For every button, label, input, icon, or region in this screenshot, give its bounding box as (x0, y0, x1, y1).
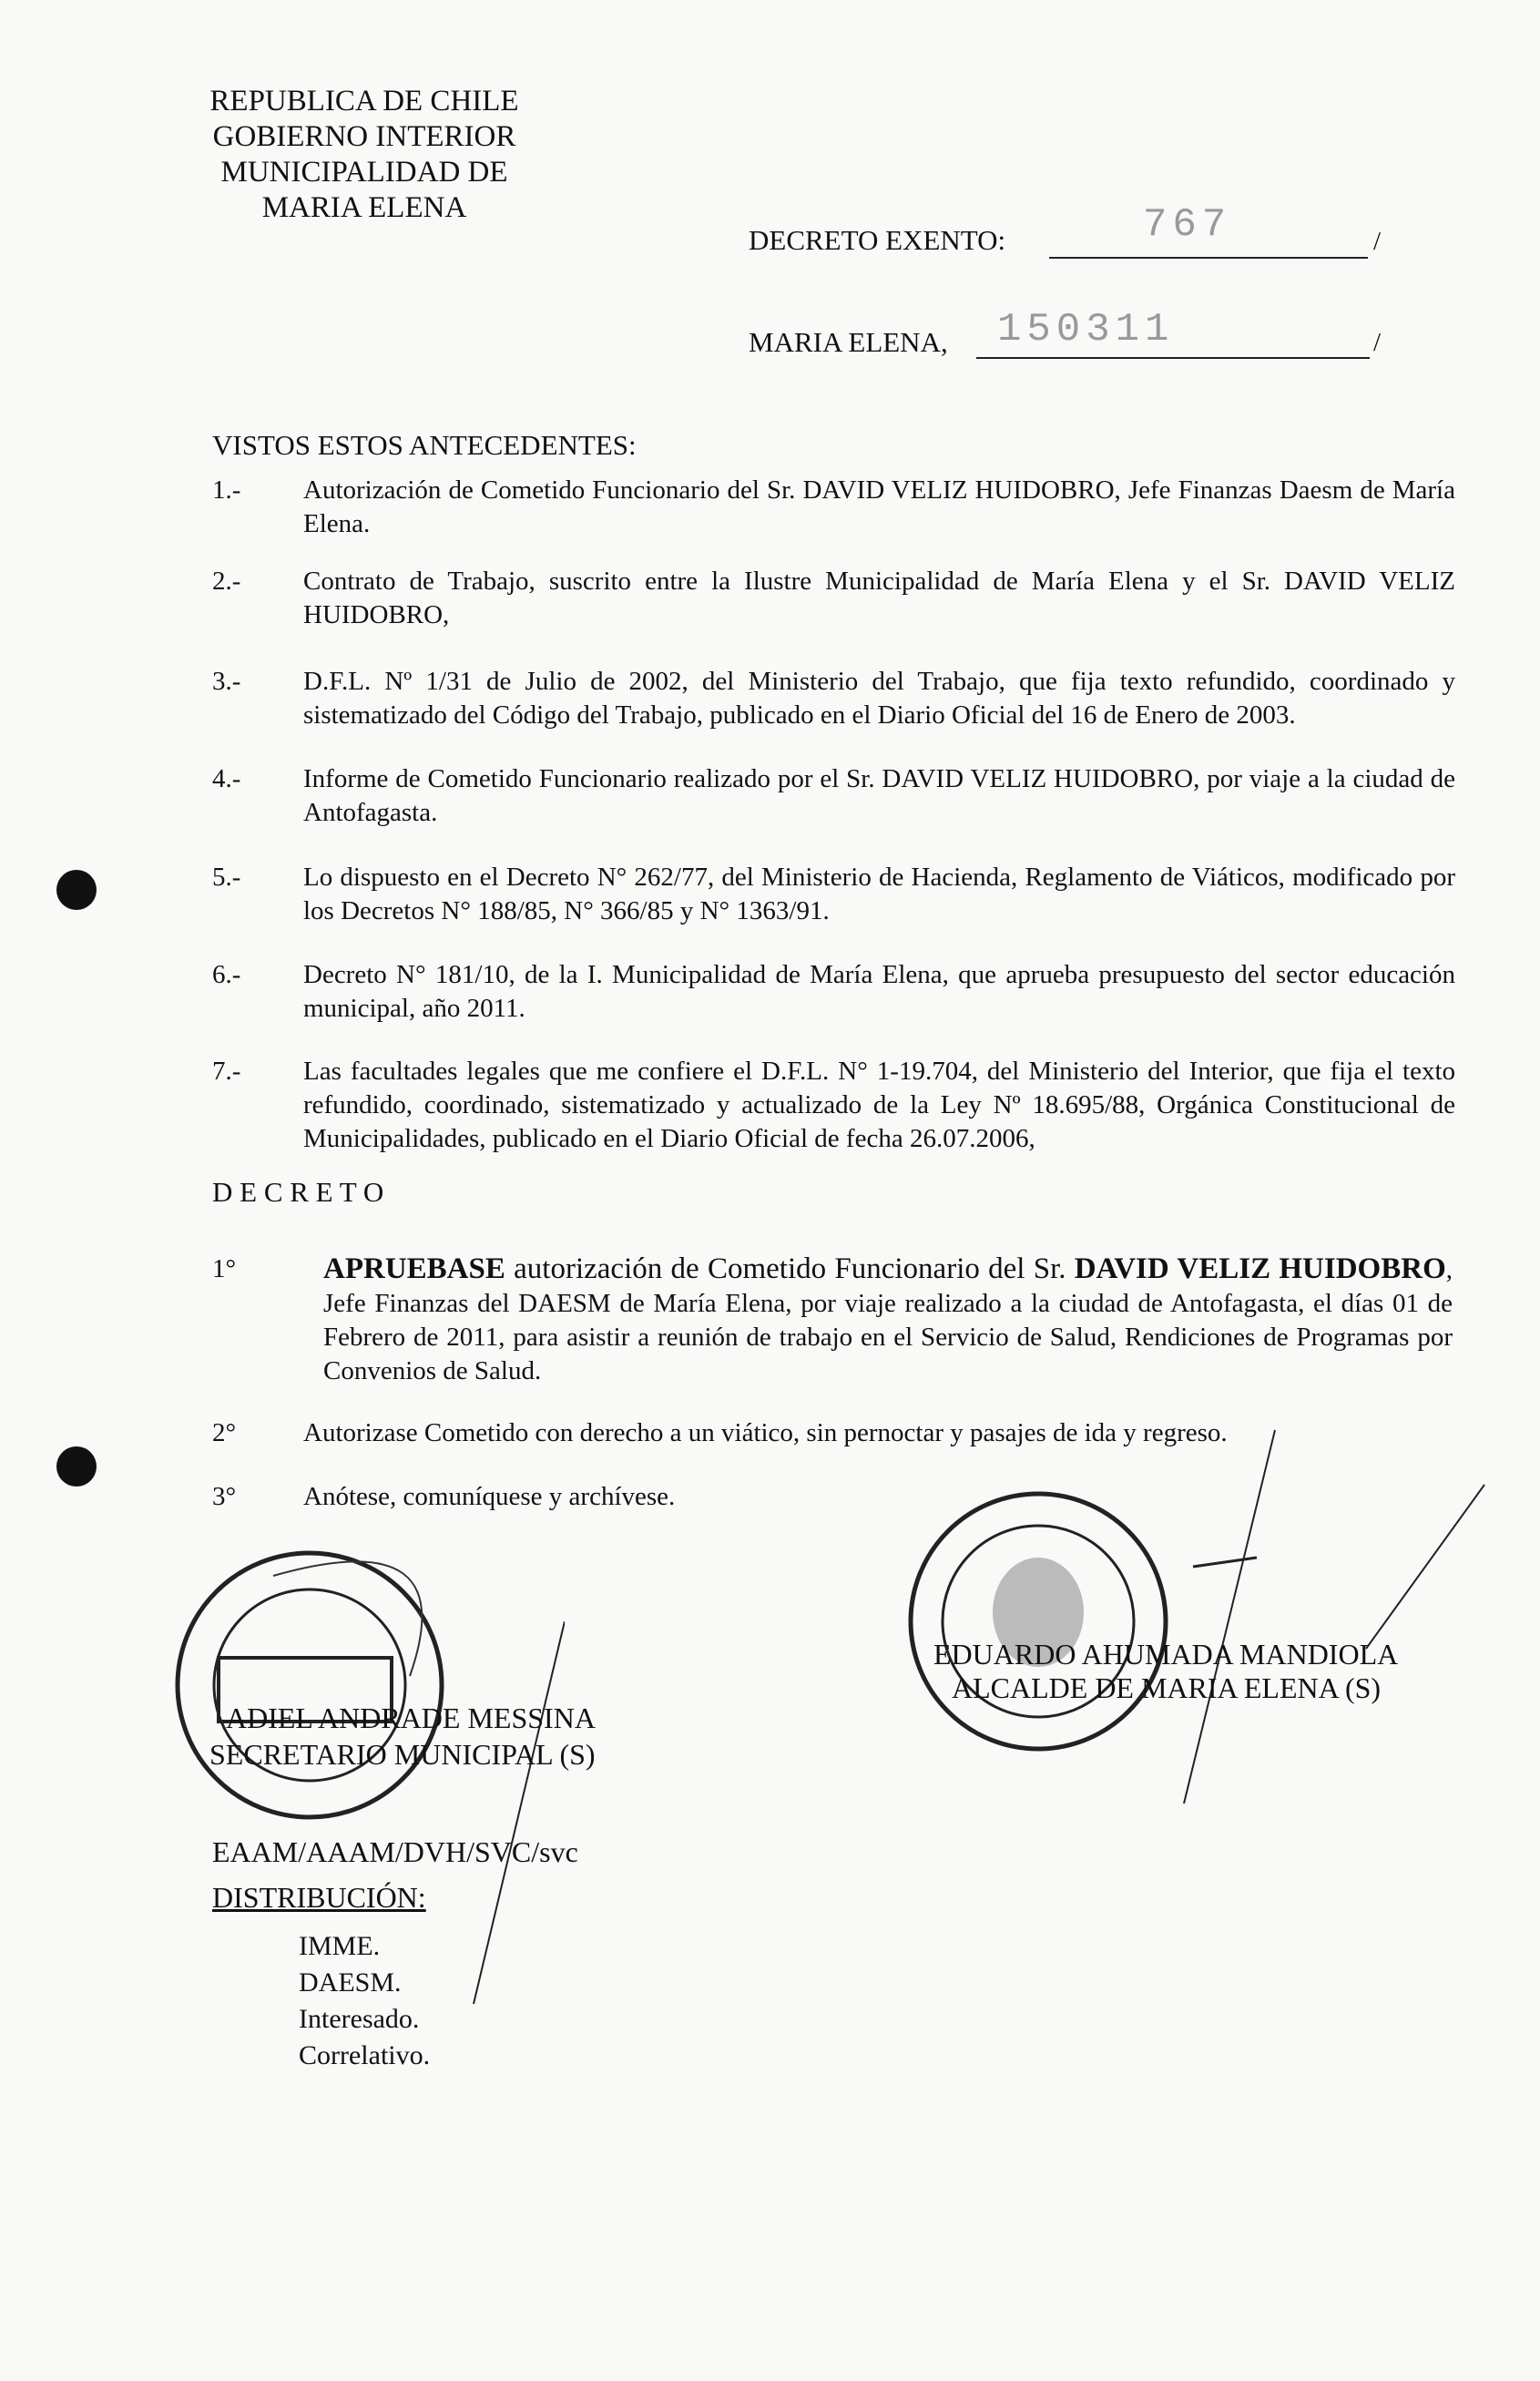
bold-text: DAVID VELIZ HUIDOBRO (1074, 1252, 1446, 1285)
distribution-item: DAESM. (299, 1967, 402, 1998)
item-text: Lo dispuesto en el Decreto N° 262/77, del Ministerio de Hacienda, Reglamento de Viáticos, modificado por los Decretos N° 188/85, N° 366/85 y N° 1363/91. (303, 863, 1455, 925)
item-number: 1.- (212, 475, 241, 505)
bold-text: APRUEBASE (323, 1252, 505, 1285)
left-signer-name: ADIEL ANDRADE MESSINA (226, 1701, 596, 1734)
punch-hole (56, 1446, 97, 1487)
signature (455, 1621, 565, 2022)
item-text (323, 1252, 1453, 1388)
item-text: Anótese, comuníquese y archívese. (303, 1482, 676, 1511)
header-line: MARIA ELENA (261, 191, 467, 224)
item-text: Contrato de Trabajo, suscrito entre la Ilustre Municipalidad de María Elena y el Sr. DAVID VELIZ HUIDOBRO, (303, 567, 1455, 629)
item-text: Informe de Cometido Funcionario realizado por el Sr. DAVID VELIZ HUIDOBRO, por viaje a la ciudad de Antofagasta. (303, 764, 1455, 827)
decreto-title: D E C R E T O (212, 1176, 384, 1208)
item-text: Autorización de Cometido Funcionario del Sr. DAVID VELIZ HUIDOBRO, Jefe Finanzas Daesm de María Elena. (303, 475, 1455, 538)
date-stamp: 150311 (997, 307, 1175, 353)
distribution-item: Interesado. (299, 2004, 420, 2034)
decree-label: DECRETO EXENTO: (749, 224, 1006, 256)
item-number: 5.- (212, 863, 241, 892)
item-number: 4.- (212, 764, 241, 793)
item-number: 2.- (212, 567, 241, 596)
place-label: MARIA ELENA, (749, 326, 948, 358)
text: , Jefe Finanzas del DAESM de María Elena, por viaje realizado a la ciudad de Antofagasta, el días 01 de Febrero de 2011, para asistir a reunión de trabajo en el Servicio de Salud, Rendiciones de Programas por Convenios de Salud. (323, 1255, 1453, 1385)
distribution-title: DISTRIBUCIÓN: (212, 1881, 426, 1914)
header-line: GOBIERNO INTERIOR (212, 120, 516, 153)
item-number: 3° (212, 1482, 237, 1511)
distribution-item: IMME. (299, 1931, 381, 1961)
item-number: 1° (212, 1254, 237, 1283)
item-number: 2° (212, 1418, 237, 1447)
distribution-item: Correlativo. (299, 2040, 431, 2070)
item-number: 3.- (212, 667, 241, 696)
initials: EAAM/AAAM/DVH/SVC/svc (212, 1835, 578, 1868)
right-signer-name: EDUARDO AHUMADA MANDIOLA (933, 1638, 1399, 1671)
item-text: Las facultades legales que me confiere el D.F.L. N° 1-19.704, del Ministerio del Interior, que fija el texto refundido, coordinado, sistematizado y actualizado de la Ley Nº 18.695/88, Orgánica Constitucional de Municipalidades, publicado en el Diario Oficial de fecha 26.07.2006, (303, 1057, 1455, 1153)
slash: / (1373, 328, 1382, 357)
text: autorización de Cometido Funcionario del Sr. (505, 1252, 1075, 1285)
secretaria-stamp (164, 1539, 455, 1831)
vistos-title: VISTOS ESTOS ANTECEDENTES: (212, 429, 637, 461)
header-line: MUNICIPALIDAD DE (220, 156, 508, 189)
item-number: 6.- (212, 960, 241, 989)
right-signer-title: ALCALDE DE MARIA ELENA (S) (952, 1671, 1382, 1704)
header-line: REPUBLICA DE CHILE (209, 85, 519, 118)
item-text: D.F.L. Nº 1/31 de Julio de 2002, del Ministerio del Trabajo, que fija texto refundido, coordinado y sistematizado del Código del Trabajo, publicado en el Diario Oficial del 16 de Enero de 2003. (303, 667, 1455, 730)
item-text: Autorizase Cometido con derecho a un viático, sin pernoctar y pasajes de ida y regreso. (303, 1418, 1228, 1447)
slash: / (1373, 227, 1382, 256)
left-signer-title: SECRETARIO MUNICIPAL (S) (209, 1738, 596, 1771)
item-text: Decreto N° 181/10, de la I. Municipalidad de María Elena, que aprueba presupuesto del sector educación municipal, año 2011. (303, 960, 1455, 1023)
decree-number: 767 (1143, 202, 1232, 248)
punch-hole (56, 870, 97, 910)
item-number: 7.- (212, 1057, 241, 1086)
